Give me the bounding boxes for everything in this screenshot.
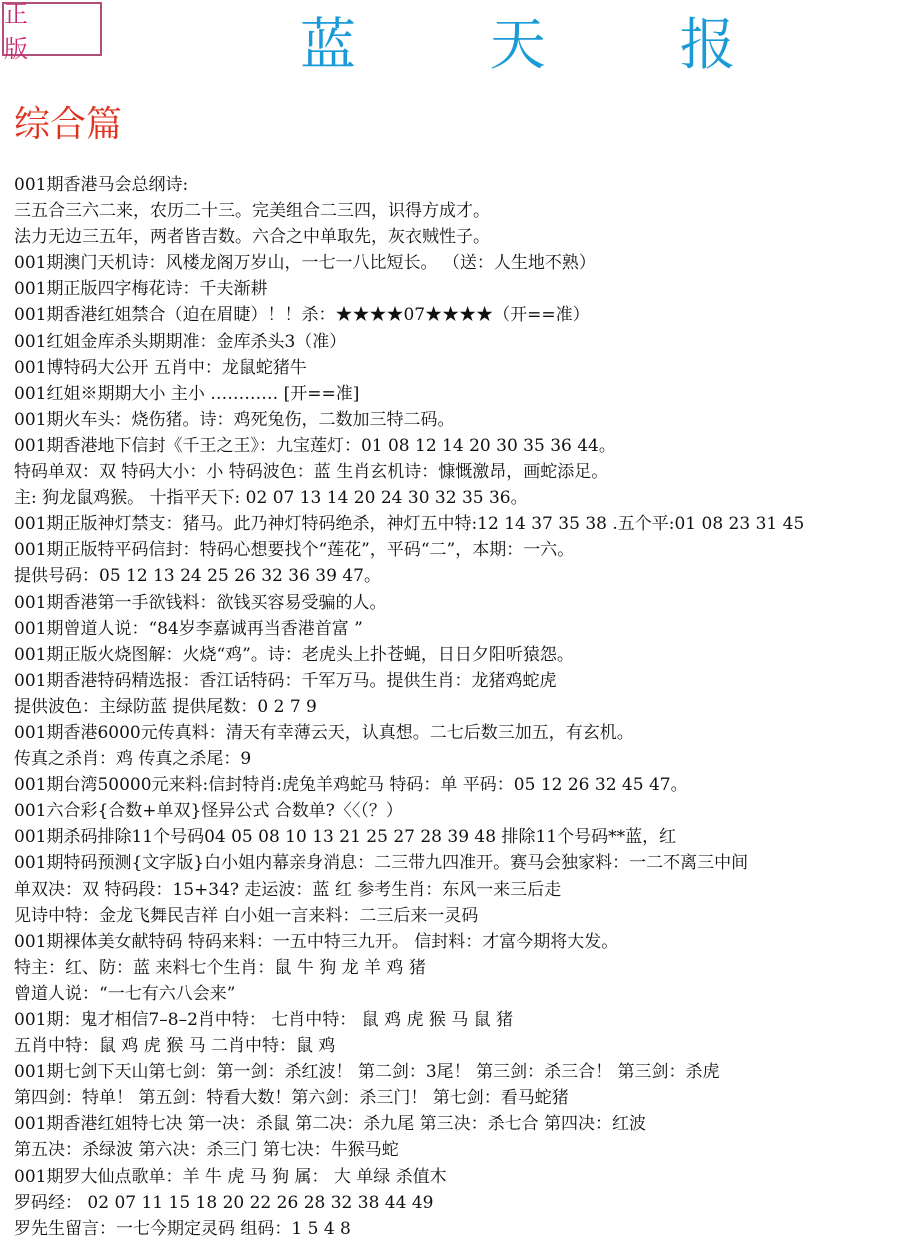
text-line: 001期七剑下天山第七剑：第一剑：杀红波！ 第二剑：3尾！ 第三剑：杀三合！ 第三剑：杀虎 bbox=[14, 1062, 720, 1083]
text-line: 第四剑：特单！ 第五剑：特看大数！第六剑：杀三门！ 第七剑：看马蛇猪 bbox=[14, 1088, 569, 1109]
text-line: 001期台湾50000元来料:信封特肖:虎兔羊鸡蛇马 特码：单 平码：05 12 26 32 45 47。 bbox=[14, 775, 688, 796]
text-line: 001期正版神灯禁支：猪马。此乃神灯特码绝杀，神灯五中特:12 14 37 35 38 .五个平:01 08 23 31 45 bbox=[14, 514, 805, 535]
text-line: 001期香港红姐禁合（迫在眉睫）！！杀：★★★★07★★★★（开==准） bbox=[14, 305, 590, 326]
text-line: 001期香港特码精选报：香江话特码：千军万马。提供生肖：龙猪鸡蛇虎 bbox=[14, 670, 557, 691]
text-line: 见诗中特：金龙飞舞民吉祥 白小姐一言来料：二三后来一灵码 bbox=[14, 905, 479, 926]
edition-badge: 正 版 bbox=[2, 2, 102, 56]
text-line: 罗码经： 02 07 11 15 18 20 22 26 28 32 38 44 49 bbox=[14, 1192, 434, 1213]
text-line: 001期正版特平码信封：特码心想要找个“莲花”，平码“二”，本期：一六。 bbox=[14, 540, 575, 561]
text-line: 001期香港地下信封《千王之王》：九宝莲灯：01 08 12 14 20 30 35 36 44。 bbox=[14, 435, 616, 456]
text-line: 特主：红、防：蓝 来料七个生肖：鼠 牛 狗 龙 羊 鸡 猪 bbox=[14, 957, 426, 978]
text-line: 单双决：双 特码段：15+34? 走运波：蓝 红 参考生肖：东风一来三后走 bbox=[14, 879, 562, 900]
text-line: 001期香港6000元传真料：清天有幸薄云天，认真想。二七后数三加五，有玄机。 bbox=[14, 722, 634, 743]
content-body bbox=[14, 172, 894, 1242]
text-line: 提供波色：主绿防蓝 提供尾数：0 2 7 9 bbox=[14, 696, 317, 717]
text-line: 001博特码大公开 五肖中：龙鼠蛇猪牛 bbox=[14, 357, 307, 378]
text-line: 001期罗大仙点歌单：羊 牛 虎 马 狗 属： 大 单绿 杀值木 bbox=[14, 1166, 447, 1187]
text-line: 001期特码预测{文字版}白小姐内幕亲身消息：二三带九四准开。赛马会独家料：一二不离三中间 bbox=[14, 853, 749, 874]
text-line: 001期裸体美女献特码 特码来料：一五中特三九开。 信封料：才富今期将大发。 bbox=[14, 931, 619, 952]
text-line: 001期香港马会总纲诗: bbox=[14, 175, 189, 195]
text-line: 001期正版火烧图解：火烧“鸡”。诗：老虎头上扑苍蝇，日日夕阳听猿怨。 bbox=[14, 644, 574, 665]
text-line: 提供号码：05 12 13 24 25 26 32 36 39 47。 bbox=[14, 566, 381, 587]
text-line: 主: 狗龙鼠鸡猴。 十指平天下: 02 07 13 14 20 24 30 32 35 36。 bbox=[14, 488, 528, 509]
text-line: 罗先生留言：一七今期定灵码 组码：1 5 4 8 bbox=[14, 1218, 351, 1239]
text-line: 三五合三六二来，农历二十三。完美组合二三四，识得方成才。 bbox=[14, 201, 490, 222]
text-line: 五肖中特：鼠 鸡 虎 猴 马 二肖中特：鼠 鸡 bbox=[14, 1036, 336, 1057]
text-line: 传真之杀肖：鸡 传真之杀尾：9 bbox=[14, 749, 252, 770]
text-line: 001期：鬼才相信7–8–2肖中特： 七肖中特： 鼠 鸡 虎 猴 马 鼠 猪 bbox=[14, 1010, 514, 1030]
text-line: 001六合彩{合数+单双}怪异公式 合数单?〈〈（？） bbox=[14, 801, 403, 822]
text-line: 第五决：杀绿波 第六决：杀三门 第七决：牛猴马蛇 bbox=[14, 1140, 399, 1161]
text-line: 曾道人说：“一七有六八会来” bbox=[14, 983, 236, 1004]
text-line: 特码单双：双 特码大小：小 特码波色：蓝 生肖玄机诗：慷慨激昂，画蛇添足。 bbox=[14, 462, 609, 483]
text-line: 001红姐※期期大小 主小 ………… [开==准] bbox=[14, 383, 360, 404]
text-line: 法力无边三五年，两者皆吉数。六合之中单取先，灰衣贼性子。 bbox=[14, 227, 490, 248]
page-title: 蓝 天 报 bbox=[300, 13, 794, 78]
text-line: 001期曾道人说：“84岁李嘉诚再当香港首富 ” bbox=[14, 618, 363, 639]
text-line: 001期火车头：烧伤猪。诗：鸡死兔伤，二数加三特二码。 bbox=[14, 409, 455, 430]
text-line: 001期香港红姐特七决 第一决：杀鼠 第二决：杀九尾 第三决：杀七合 第四决：红波 bbox=[14, 1114, 647, 1135]
text-line: 001期澳门天机诗：风楼龙阁万岁山，一七一八比短长。 （送：人生地不熟） bbox=[14, 253, 596, 274]
text-line: 001期香港第一手欲钱料：欲钱买容易受骗的人。 bbox=[14, 592, 387, 613]
section-heading: 综合篇 bbox=[14, 104, 123, 145]
text-line: 001期杀码排除11个号码04 05 08 10 13 21 25 27 28 39 48 排除11个号码**蓝，红 bbox=[14, 827, 677, 848]
text-line: 001红姐金库杀头期期准：金库杀头3（准） bbox=[14, 331, 347, 352]
text-line: 001期正版四字梅花诗：千夫渐耕 bbox=[14, 279, 268, 300]
